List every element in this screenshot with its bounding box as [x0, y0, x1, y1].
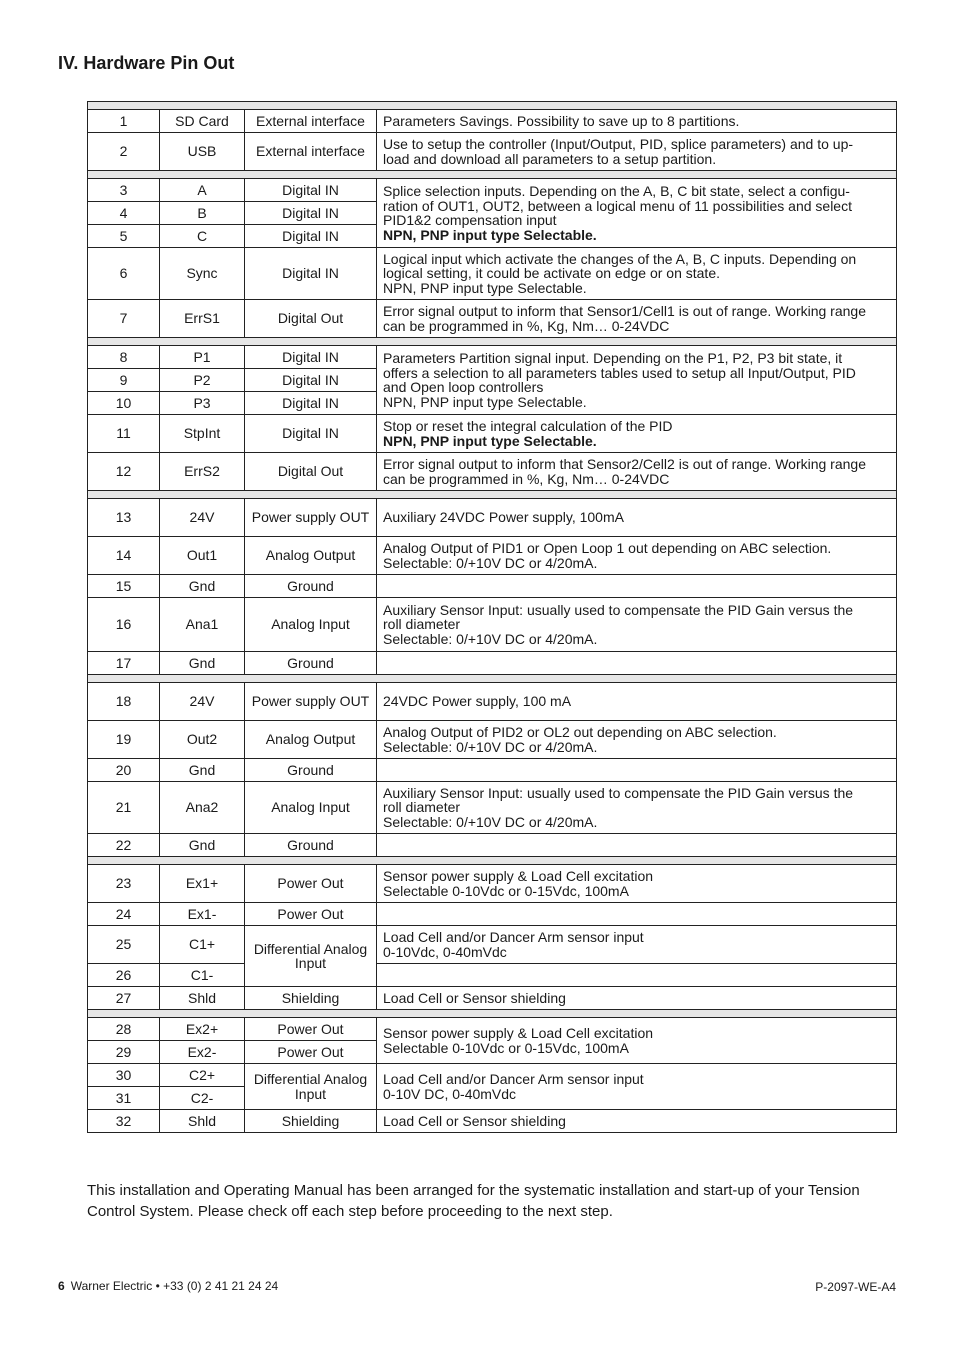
pin-name-cell: Ana2	[160, 782, 245, 834]
pin-name-cell: Ana1	[160, 598, 245, 652]
pin-type-cell: Power Out	[245, 865, 377, 903]
table-row	[88, 346, 897, 369]
table-row	[88, 964, 897, 987]
description-line: Load Cell or Sensor shielding	[383, 1112, 566, 1129]
pin-name-cell: Shld	[160, 987, 245, 1010]
description-line: Parameters Savings. Possibility to save up to 8 partitions.	[383, 112, 740, 129]
pin-number-cell: 4	[88, 202, 160, 225]
description-line: roll diameter	[383, 799, 461, 816]
group-separator	[88, 1010, 897, 1018]
pin-type-cell: Ground	[245, 834, 377, 857]
pin-description-cell	[377, 1110, 897, 1133]
pin-type-cell: Power supply OUT	[245, 499, 377, 537]
pin-name-cell: P2	[160, 369, 245, 392]
pin-name-cell: Out1	[160, 537, 245, 575]
pin-number-cell: 5	[88, 225, 160, 248]
description-line: can be programmed in %, Kg, Nm… 0-24VDC	[383, 470, 670, 487]
description-line: Load Cell and/or Dancer Arm sensor input	[383, 929, 644, 945]
pin-number-cell: 16	[88, 598, 160, 652]
pin-type-cell: Digital IN	[245, 369, 377, 392]
group-separator	[88, 338, 897, 346]
pin-name-cell: Gnd	[160, 759, 245, 782]
pin-number-cell: 21	[88, 782, 160, 834]
pin-number-cell: 27	[88, 987, 160, 1010]
pin-name-cell: SD Card	[160, 110, 245, 133]
table-row	[88, 759, 897, 782]
pin-number-cell: 24	[88, 903, 160, 926]
pin-type-cell: Analog Input	[245, 598, 377, 652]
pin-description-cell	[377, 865, 897, 903]
pin-name-cell: C1-	[160, 964, 245, 987]
description-line: Sensor power supply & Load Cell excitation	[383, 868, 654, 884]
pin-description-cell	[377, 453, 897, 491]
group-separator-cell	[88, 338, 897, 346]
pin-name-cell: USB	[160, 133, 245, 171]
pin-number-cell: 23	[88, 865, 160, 903]
description-line: ration of OUT1, OUT2, between a logical menu of 11 possibilities and select	[383, 197, 852, 214]
group-separator	[88, 102, 897, 110]
footer-left	[58, 1279, 278, 1293]
description-line: offers a selection to all parameters tables used to setup all Input/Output, PID	[383, 364, 856, 381]
table-row	[88, 300, 897, 338]
description-line: PID1&2 compensation input	[383, 212, 557, 228]
pin-description-cell	[377, 1018, 897, 1064]
description-line: NPN, PNP input type Selectable.	[383, 393, 587, 410]
pin-number-cell: 26	[88, 964, 160, 987]
pin-type-cell: Differential Analog Input	[245, 1064, 377, 1110]
pin-type-cell: Differential Analog Input	[245, 926, 377, 987]
pin-type-cell: Analog Output	[245, 721, 377, 759]
pin-description-cell	[377, 721, 897, 759]
pin-type-cell: Digital IN	[245, 346, 377, 369]
pin-description-cell	[377, 575, 897, 598]
table-row	[88, 834, 897, 857]
pin-description-cell	[377, 652, 897, 675]
pin-number-cell: 7	[88, 300, 160, 338]
pin-number-cell: 25	[88, 926, 160, 964]
pin-description-cell	[377, 1064, 897, 1110]
description-line: NPN, PNP input type Selectable.	[383, 279, 587, 296]
pin-name-cell: Ex2-	[160, 1041, 245, 1064]
table-row	[88, 415, 897, 453]
description-line: Analog Output of PID1 or Open Loop 1 out depending on ABC selection.	[383, 540, 832, 556]
pin-description-cell	[377, 759, 897, 782]
page-number: 6	[58, 1279, 65, 1293]
group-separator-cell	[88, 1010, 897, 1018]
description-line: Analog Output of PID2 or OL2 out depending on ABC selection.	[383, 724, 777, 740]
pin-type-cell: Shielding	[245, 1110, 377, 1133]
group-separator-cell	[88, 171, 897, 179]
pin-description-cell	[377, 415, 897, 453]
pin-description-cell	[377, 683, 897, 721]
pin-name-cell: Ex1+	[160, 865, 245, 903]
table-row	[88, 987, 897, 1010]
pin-type-cell: Digital Out	[245, 453, 377, 491]
description-line: Auxiliary Sensor Input: usually used to compensate the PID Gain versus the	[383, 784, 854, 801]
pin-type-cell: Digital IN	[245, 202, 377, 225]
group-separator	[88, 171, 897, 179]
pin-type-cell: Digital IN	[245, 392, 377, 415]
pin-number-cell: 6	[88, 248, 160, 300]
pin-type-cell: Power Out	[245, 1018, 377, 1041]
group-separator	[88, 491, 897, 499]
table-row	[88, 721, 897, 759]
pin-description-cell	[377, 248, 897, 300]
pin-description-cell	[377, 926, 897, 964]
pin-description-cell	[377, 499, 897, 537]
pin-type-cell: Shielding	[245, 987, 377, 1010]
pin-name-cell: Ex2+	[160, 1018, 245, 1041]
table-row	[88, 499, 897, 537]
pin-number-cell: 8	[88, 346, 160, 369]
pin-name-cell: ErrS1	[160, 300, 245, 338]
pin-name-cell: Sync	[160, 248, 245, 300]
section-title: IV. Hardware Pin Out	[58, 53, 235, 73]
pin-number-cell: 18	[88, 683, 160, 721]
pin-description-cell	[377, 903, 897, 926]
table-row	[88, 1064, 897, 1087]
description-line: Selectable 0-10Vdc or 0-15Vdc, 100mA	[383, 882, 629, 899]
pin-number-cell: 30	[88, 1064, 160, 1087]
pin-out-table	[87, 101, 897, 1133]
pin-name-cell: Gnd	[160, 834, 245, 857]
pin-name-cell: A	[160, 179, 245, 202]
table-row	[88, 248, 897, 300]
pin-type-cell: Analog Output	[245, 537, 377, 575]
description-line: load and download all parameters to a setup partition.	[383, 150, 717, 167]
description-line: Sensor power supply & Load Cell excitation	[383, 1025, 654, 1041]
pin-description-cell	[377, 987, 897, 1010]
pin-number-cell: 29	[88, 1041, 160, 1064]
table-row	[88, 179, 897, 202]
pin-name-cell: 24V	[160, 683, 245, 721]
pin-type-cell: Power supply OUT	[245, 683, 377, 721]
pin-description-cell	[377, 179, 897, 248]
table-row	[88, 110, 897, 133]
pin-number-cell: 2	[88, 133, 160, 171]
description-line: Selectable 0-10Vdc or 0-15Vdc, 100mA	[383, 1039, 629, 1056]
pin-name-cell: C2-	[160, 1087, 245, 1110]
pin-number-cell: 22	[88, 834, 160, 857]
description-line: Selectable: 0/+10V DC or 4/20mA.	[383, 630, 598, 647]
pin-description-cell	[377, 133, 897, 171]
pin-out-table-body	[88, 102, 897, 1133]
description-line: 24VDC Power supply, 100 mA	[383, 693, 572, 710]
footer-doc-code: P-2097-WE-A4	[815, 1280, 896, 1294]
table-row	[88, 537, 897, 575]
description-line: Auxiliary 24VDC Power supply, 100mA	[383, 509, 624, 526]
description-line: and Open loop controllers	[383, 379, 544, 395]
pin-description-cell	[377, 110, 897, 133]
description-line: 0-10V DC, 0-40mVdc	[383, 1085, 517, 1102]
table-row	[88, 453, 897, 491]
pin-type-cell: External interface	[245, 133, 377, 171]
pin-number-cell: 1	[88, 110, 160, 133]
description-bold-line: NPN, PNP input type Selectable.	[383, 226, 597, 243]
pin-description-cell	[377, 782, 897, 834]
pin-name-cell: Out2	[160, 721, 245, 759]
table-row	[88, 865, 897, 903]
group-separator-cell	[88, 102, 897, 110]
pin-type-cell: Power Out	[245, 903, 377, 926]
pin-number-cell: 15	[88, 575, 160, 598]
pin-name-cell: P1	[160, 346, 245, 369]
description-line: Logical input which activate the changes of the A, B, C inputs. Depending on	[383, 250, 857, 267]
pin-name-cell: C2+	[160, 1064, 245, 1087]
pin-number-cell: 32	[88, 1110, 160, 1133]
pin-name-cell: B	[160, 202, 245, 225]
pin-number-cell: 11	[88, 415, 160, 453]
description-line: Use to setup the controller (Input/Output, PID, splice parameters) and to up-	[383, 136, 854, 152]
description-line: Load Cell and/or Dancer Arm sensor input	[383, 1071, 644, 1087]
group-separator-cell	[88, 675, 897, 683]
pin-description-cell	[377, 537, 897, 575]
pin-name-cell: Shld	[160, 1110, 245, 1133]
table-row	[88, 1110, 897, 1133]
table-row	[88, 652, 897, 675]
pin-number-cell: 28	[88, 1018, 160, 1041]
table-row	[88, 598, 897, 652]
description-line: Splice selection inputs. Depending on the A, B, C bit state, select a configu-	[383, 183, 850, 199]
pin-description-cell	[377, 346, 897, 415]
table-row	[88, 575, 897, 598]
pin-name-cell: Ex1-	[160, 903, 245, 926]
table-row	[88, 683, 897, 721]
pin-type-cell: Digital IN	[245, 415, 377, 453]
table-row	[88, 1018, 897, 1041]
pin-type-cell: Power Out	[245, 1041, 377, 1064]
pin-number-cell: 17	[88, 652, 160, 675]
description-line: Parameters Partition signal input. Depending on the P1, P2, P3 bit state, it	[383, 350, 843, 366]
description-line: Selectable: 0/+10V DC or 4/20mA.	[383, 738, 598, 755]
pin-name-cell: P3	[160, 392, 245, 415]
group-separator	[88, 675, 897, 683]
pin-type-cell: Digital Out	[245, 300, 377, 338]
pin-description-cell	[377, 834, 897, 857]
description-line: roll diameter	[383, 616, 461, 633]
pin-type-cell: Ground	[245, 575, 377, 598]
description-line: Selectable: 0/+10V DC or 4/20mA.	[383, 813, 598, 830]
group-separator-cell	[88, 491, 897, 499]
description-bold-line: NPN, PNP input type Selectable.	[383, 432, 597, 449]
pin-description-cell	[377, 598, 897, 652]
description-line: Error signal output to inform that Sensor1/Cell1 is out of range. Working range	[383, 303, 866, 319]
description-line: 0-10Vdc, 0-40mVdc	[383, 943, 507, 960]
pin-type-cell: Digital IN	[245, 248, 377, 300]
pin-name-cell: StpInt	[160, 415, 245, 453]
pin-type-cell: Ground	[245, 652, 377, 675]
description-line: Stop or reset the integral calculation of the PID	[383, 418, 673, 434]
pin-name-cell: C1+	[160, 926, 245, 964]
footer-company: Warner Electric • +33 (0) 2 41 21 24 24	[70, 1279, 279, 1293]
description-line: Auxiliary Sensor Input: usually used to compensate the PID Gain versus the	[383, 601, 854, 618]
pin-type-cell: Digital IN	[245, 179, 377, 202]
pin-name-cell: 24V	[160, 499, 245, 537]
table-row	[88, 782, 897, 834]
group-separator	[88, 857, 897, 865]
pin-number-cell: 10	[88, 392, 160, 415]
pin-type-cell: Ground	[245, 759, 377, 782]
description-line: logical setting, it could be activate on edge or on state.	[383, 265, 720, 282]
pin-number-cell: 3	[88, 179, 160, 202]
description-line: Error signal output to inform that Sensor2/Cell2 is out of range. Working range	[383, 456, 866, 472]
pin-description-cell	[377, 964, 897, 987]
pin-number-cell: 9	[88, 369, 160, 392]
pin-name-cell: ErrS2	[160, 453, 245, 491]
description-line: Load Cell or Sensor shielding	[383, 989, 566, 1006]
table-row	[88, 926, 897, 964]
pin-name-cell: Gnd	[160, 652, 245, 675]
table-row	[88, 903, 897, 926]
pin-description-cell	[377, 300, 897, 338]
group-separator-cell	[88, 857, 897, 865]
pin-number-cell: 12	[88, 453, 160, 491]
pin-number-cell: 31	[88, 1087, 160, 1110]
description-line: can be programmed in %, Kg, Nm… 0-24VDC	[383, 317, 670, 334]
intro-paragraph: This installation and Operating Manual has been arranged for the systematic installation and start-up of your Tension Control System. Please check off each step before proceeding to the next step.	[87, 1182, 860, 1220]
description-line: Selectable: 0/+10V DC or 4/20mA.	[383, 554, 598, 571]
pin-type-cell: Analog Input	[245, 782, 377, 834]
pin-number-cell: 19	[88, 721, 160, 759]
pin-number-cell: 14	[88, 537, 160, 575]
pin-number-cell: 20	[88, 759, 160, 782]
pin-type-cell: External interface	[245, 110, 377, 133]
pin-name-cell: Gnd	[160, 575, 245, 598]
pin-number-cell: 13	[88, 499, 160, 537]
table-row	[88, 133, 897, 171]
pin-type-cell: Digital IN	[245, 225, 377, 248]
pin-name-cell: C	[160, 225, 245, 248]
